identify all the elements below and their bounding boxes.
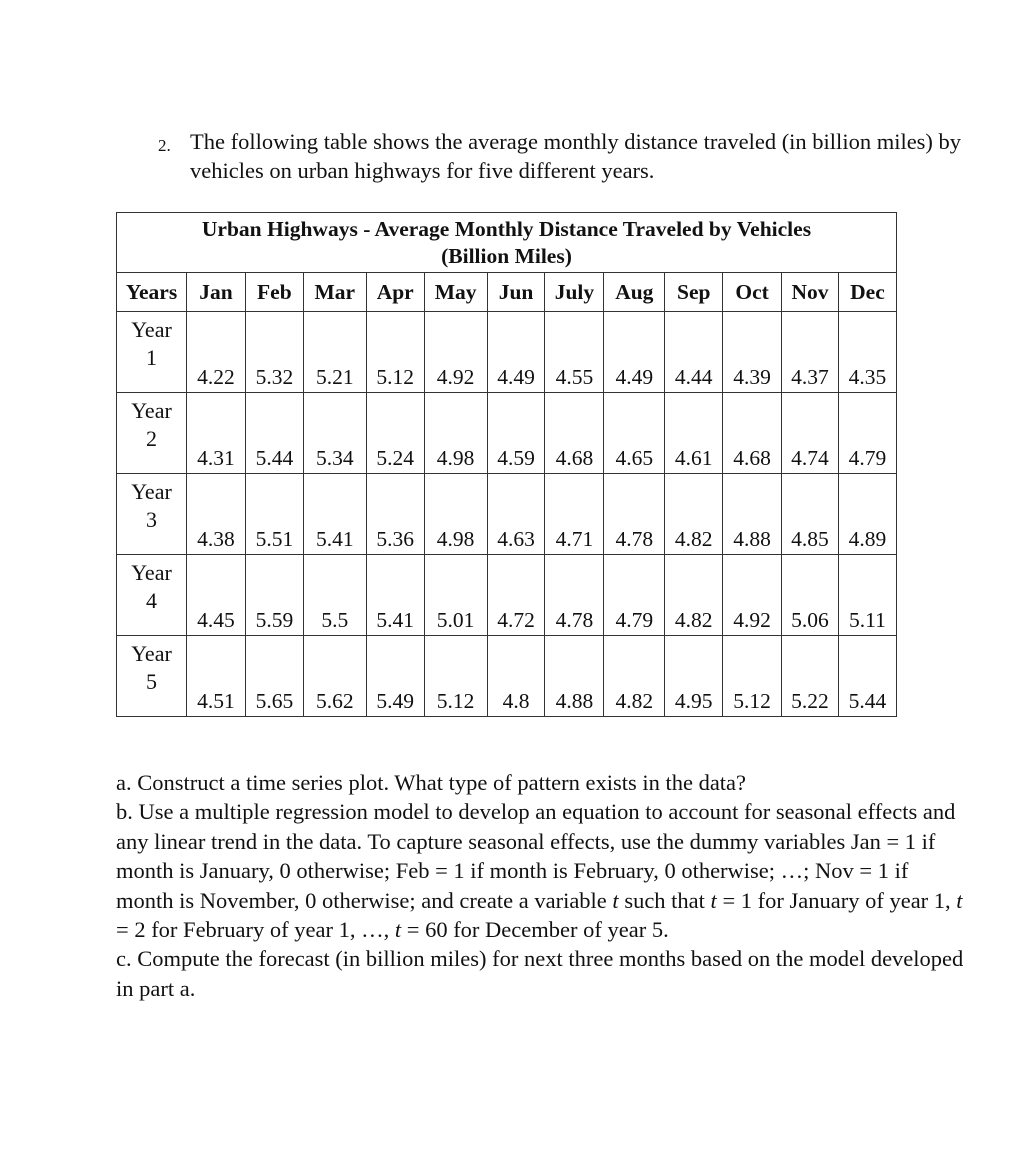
table-row xyxy=(117,393,897,474)
value-cell: 4.71 xyxy=(545,474,604,555)
year-label xyxy=(117,474,187,555)
value-cell: 5.12 xyxy=(366,312,424,393)
value-cell: 5.12 xyxy=(723,636,782,717)
value-cell: 4.85 xyxy=(782,474,839,555)
part-b-text-2: such that xyxy=(624,887,705,913)
question-parts xyxy=(116,768,966,1003)
value-cell: 5.44 xyxy=(838,636,896,717)
value-cell: 4.88 xyxy=(545,636,604,717)
table-row xyxy=(117,312,897,393)
value-cell: 4.63 xyxy=(487,474,545,555)
year-word: Year xyxy=(131,641,172,666)
year-number: 4 xyxy=(146,588,158,613)
variable-t: t xyxy=(710,887,717,913)
value-cell: 4.74 xyxy=(782,393,839,474)
value-cell: 4.35 xyxy=(838,312,896,393)
value-cell: 5.01 xyxy=(424,555,487,636)
table-title xyxy=(117,213,897,273)
part-c: c. Compute the forecast (in billion miles) for next three months based on the model developed in part a. xyxy=(116,946,964,1001)
value-cell: 5.32 xyxy=(245,312,303,393)
question-number: 2. xyxy=(158,136,171,155)
year-number: 1 xyxy=(146,345,158,370)
value-cell: 5.41 xyxy=(366,555,424,636)
question-text: The following table shows the average monthly distance traveled (in billion miles) by vehicles on urban highways for five different years. xyxy=(190,129,962,183)
value-cell: 5.49 xyxy=(366,636,424,717)
value-cell: 4.79 xyxy=(838,393,896,474)
year-label xyxy=(117,636,187,717)
value-cell: 4.49 xyxy=(487,312,545,393)
column-header-aug: Aug xyxy=(604,273,665,312)
value-cell: 4.79 xyxy=(604,555,665,636)
value-cell: 4.95 xyxy=(665,636,723,717)
value-cell: 4.98 xyxy=(424,474,487,555)
value-cell: 5.41 xyxy=(303,474,366,555)
part-a: a. Construct a time series plot. What type of pattern exists in the data? xyxy=(116,770,747,795)
value-cell: 5.06 xyxy=(782,555,839,636)
column-header-apr: Apr xyxy=(366,273,424,312)
question-2 xyxy=(158,127,978,185)
year-word: Year xyxy=(131,479,172,504)
table-row xyxy=(117,636,897,717)
variable-t: t xyxy=(394,917,402,943)
value-cell: 4.8 xyxy=(487,636,545,717)
table-title-line-1: Urban Highways - Average Monthly Distance Traveled by Vehicles xyxy=(201,217,812,241)
value-cell: 4.49 xyxy=(604,312,665,393)
value-cell: 4.88 xyxy=(723,474,782,555)
value-cell: 5.5 xyxy=(303,555,366,636)
value-cell: 4.82 xyxy=(604,636,665,717)
year-word: Year xyxy=(131,398,172,423)
table-row xyxy=(117,474,897,555)
value-cell: 4.44 xyxy=(665,312,723,393)
value-cell: 5.22 xyxy=(782,636,839,717)
column-header-sep: Sep xyxy=(665,273,723,312)
year-label xyxy=(117,393,187,474)
value-cell: 4.82 xyxy=(665,555,723,636)
value-cell: 4.98 xyxy=(424,393,487,474)
value-cell: 4.92 xyxy=(723,555,782,636)
part-b-text-5: = 60 for December of year 5. xyxy=(406,917,669,943)
year-number: 3 xyxy=(146,507,158,532)
value-cell: 4.31 xyxy=(187,393,246,474)
column-header-mar: Mar xyxy=(303,273,366,312)
column-header-years: Years xyxy=(117,273,187,312)
table-row xyxy=(117,555,897,636)
value-cell: 5.62 xyxy=(303,636,366,717)
value-cell: 4.92 xyxy=(424,312,487,393)
value-cell: 4.68 xyxy=(723,393,782,474)
value-cell: 4.39 xyxy=(723,312,782,393)
year-word: Year xyxy=(131,560,172,585)
value-cell: 5.34 xyxy=(303,393,366,474)
table-title-line-2: (Billion Miles) xyxy=(441,244,572,268)
table-header-row xyxy=(117,273,897,312)
column-header-july: July xyxy=(545,273,604,312)
year-number: 2 xyxy=(146,426,158,451)
value-cell: 4.68 xyxy=(545,393,604,474)
column-header-jan: Jan xyxy=(187,273,246,312)
distance-table xyxy=(116,212,897,717)
value-cell: 4.51 xyxy=(187,636,246,717)
value-cell: 4.55 xyxy=(545,312,604,393)
column-header-dec: Dec xyxy=(838,273,896,312)
column-header-feb: Feb xyxy=(245,273,303,312)
value-cell: 5.12 xyxy=(424,636,487,717)
year-label xyxy=(117,312,187,393)
variable-t: t xyxy=(956,887,963,913)
value-cell: 5.21 xyxy=(303,312,366,393)
part-b-text-3: = 1 for January of year 1, xyxy=(722,887,951,913)
column-header-nov: Nov xyxy=(782,273,839,312)
year-label xyxy=(117,555,187,636)
column-header-oct: Oct xyxy=(723,273,782,312)
value-cell: 5.59 xyxy=(245,555,303,636)
year-word: Year xyxy=(131,317,172,342)
table-title-row xyxy=(117,213,897,273)
value-cell: 4.37 xyxy=(782,312,839,393)
value-cell: 4.65 xyxy=(604,393,665,474)
value-cell: 4.61 xyxy=(665,393,723,474)
value-cell: 5.51 xyxy=(245,474,303,555)
variable-t: t xyxy=(612,887,619,913)
value-cell: 4.78 xyxy=(545,555,604,636)
value-cell: 4.82 xyxy=(665,474,723,555)
year-number: 5 xyxy=(146,669,158,694)
part-b xyxy=(116,797,966,944)
value-cell: 4.72 xyxy=(487,555,545,636)
value-cell: 4.38 xyxy=(187,474,246,555)
part-b-text-1: b. Use a multiple regression model to develop an equation to account for seasonal effects and any linear trend in the data. To capture seasonal effects, use the dummy variables Jan = 1 if month is January, 0 otherwise; Feb = 1 if month is February, 0 otherwise; …; Nov = 1 if month is November, 0 otherwise; and create a variable xyxy=(116,799,956,913)
value-cell: 4.22 xyxy=(187,312,246,393)
part-b-text-4: = 2 for February of year 1, …, xyxy=(116,917,390,943)
column-header-may: May xyxy=(424,273,487,312)
value-cell: 4.45 xyxy=(187,555,246,636)
value-cell: 5.36 xyxy=(366,474,424,555)
value-cell: 4.89 xyxy=(838,474,896,555)
value-cell: 5.65 xyxy=(245,636,303,717)
value-cell: 4.59 xyxy=(487,393,545,474)
value-cell: 5.11 xyxy=(838,555,896,636)
value-cell: 5.24 xyxy=(366,393,424,474)
column-header-jun: Jun xyxy=(487,273,545,312)
value-cell: 4.78 xyxy=(604,474,665,555)
value-cell: 5.44 xyxy=(245,393,303,474)
